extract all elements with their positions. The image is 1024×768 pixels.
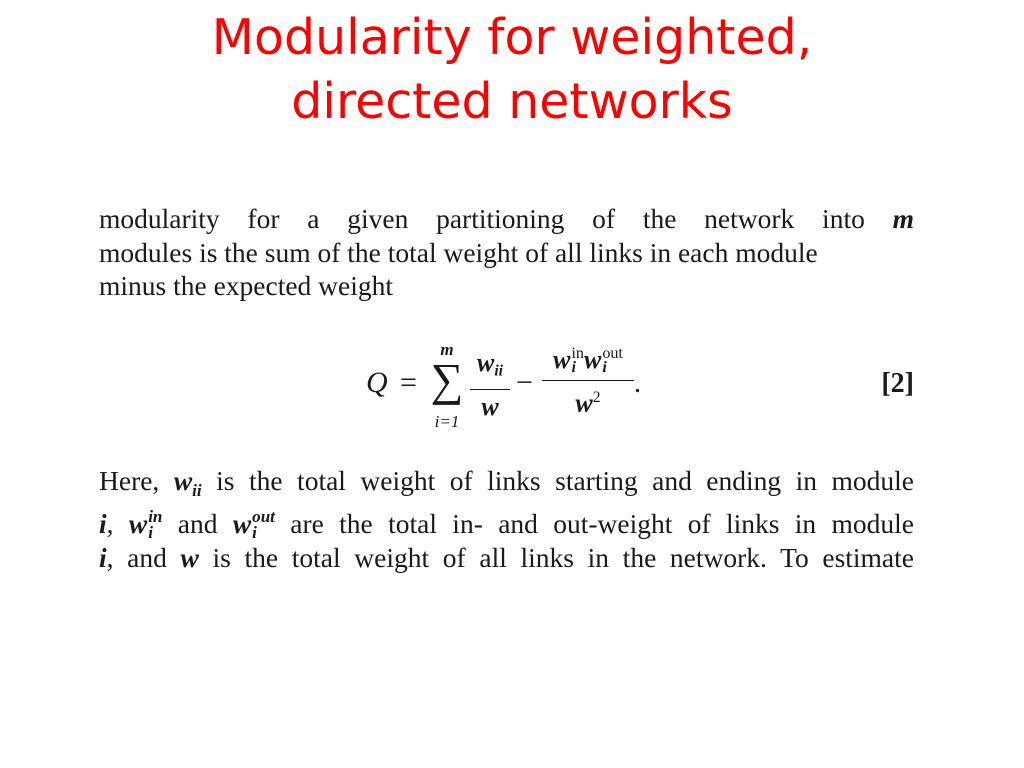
fraction-numerator: [542, 342, 634, 378]
superscript: out: [602, 344, 623, 362]
fraction-expected-weight: [542, 342, 634, 419]
text-run: are the total in- and out-weight of links in module: [290, 508, 915, 540]
modularity-equation: [366, 338, 914, 438]
fraction-denominator: [542, 383, 634, 418]
paragraph-line: [99, 507, 914, 541]
superscript: in: [148, 507, 163, 527]
var-i: i: [99, 508, 107, 540]
slide-title-line-1: Modularity for weighted,: [211, 9, 813, 66]
superscript: out: [252, 507, 275, 527]
paragraph-explanation: [99, 464, 914, 574]
var-w: w: [232, 508, 252, 540]
fraction-numerator: [470, 348, 510, 387]
equation-number: [2]: [881, 368, 914, 399]
subscript: i: [148, 522, 153, 542]
subscript: i: [252, 522, 257, 542]
text-run: Here,: [99, 465, 160, 496]
slide-title: [0, 6, 1024, 134]
paragraph-line: modules is the sum of the total weight of all links in each module: [99, 236, 818, 268]
sigma-icon: ∑: [430, 354, 464, 405]
fraction-internal-weight: [470, 348, 510, 422]
subscript: i: [571, 359, 576, 377]
paragraph-line: minus the expected weight: [99, 270, 394, 301]
var-w: w: [583, 345, 602, 374]
slide-title-line-2: directed networks: [291, 73, 733, 130]
text-run: is the total weight of all links in the network. To estimate: [212, 541, 914, 573]
equation-period: .: [634, 368, 641, 399]
fraction-denominator: w: [481, 392, 499, 422]
sup-sub: [252, 509, 275, 540]
paragraph-line: [99, 464, 914, 507]
var-w: w: [476, 348, 495, 377]
variable-m: m: [892, 203, 914, 234]
text-run: ,: [106, 508, 114, 540]
superscript: in: [571, 344, 584, 362]
text-run: modularity for a given partitioning of the network into: [99, 203, 865, 234]
fraction-bar: [470, 389, 510, 390]
superscript: 2: [592, 389, 601, 407]
var-w: w: [173, 465, 193, 496]
var-w: w: [553, 345, 571, 374]
fraction-bar: [542, 380, 634, 381]
paragraph-line: [99, 541, 914, 575]
text-run: , and: [106, 541, 167, 573]
var-w: w: [180, 541, 199, 573]
equation-lhs: Q: [366, 366, 388, 399]
var-i: i: [99, 541, 107, 573]
sup-sub: [148, 509, 162, 540]
sum-upper-limit: m: [440, 340, 454, 359]
subscript: ii: [192, 480, 202, 500]
sup-sub: [602, 344, 623, 377]
var-w: w: [128, 508, 148, 540]
subscript: ii: [494, 362, 503, 380]
paragraph-definition: [99, 202, 914, 303]
paragraph-line: [99, 202, 914, 236]
sup-sub: [571, 344, 584, 377]
summation: [424, 338, 470, 438]
minus-sign: −: [516, 366, 533, 399]
text-run: and: [177, 508, 218, 540]
subscript: i: [602, 359, 607, 377]
var-w: w: [575, 388, 593, 418]
equals-sign: =: [400, 366, 417, 399]
text-run: is the total weight of links starting and ending in module: [216, 465, 915, 496]
sum-lower-limit: i=1: [434, 412, 460, 431]
